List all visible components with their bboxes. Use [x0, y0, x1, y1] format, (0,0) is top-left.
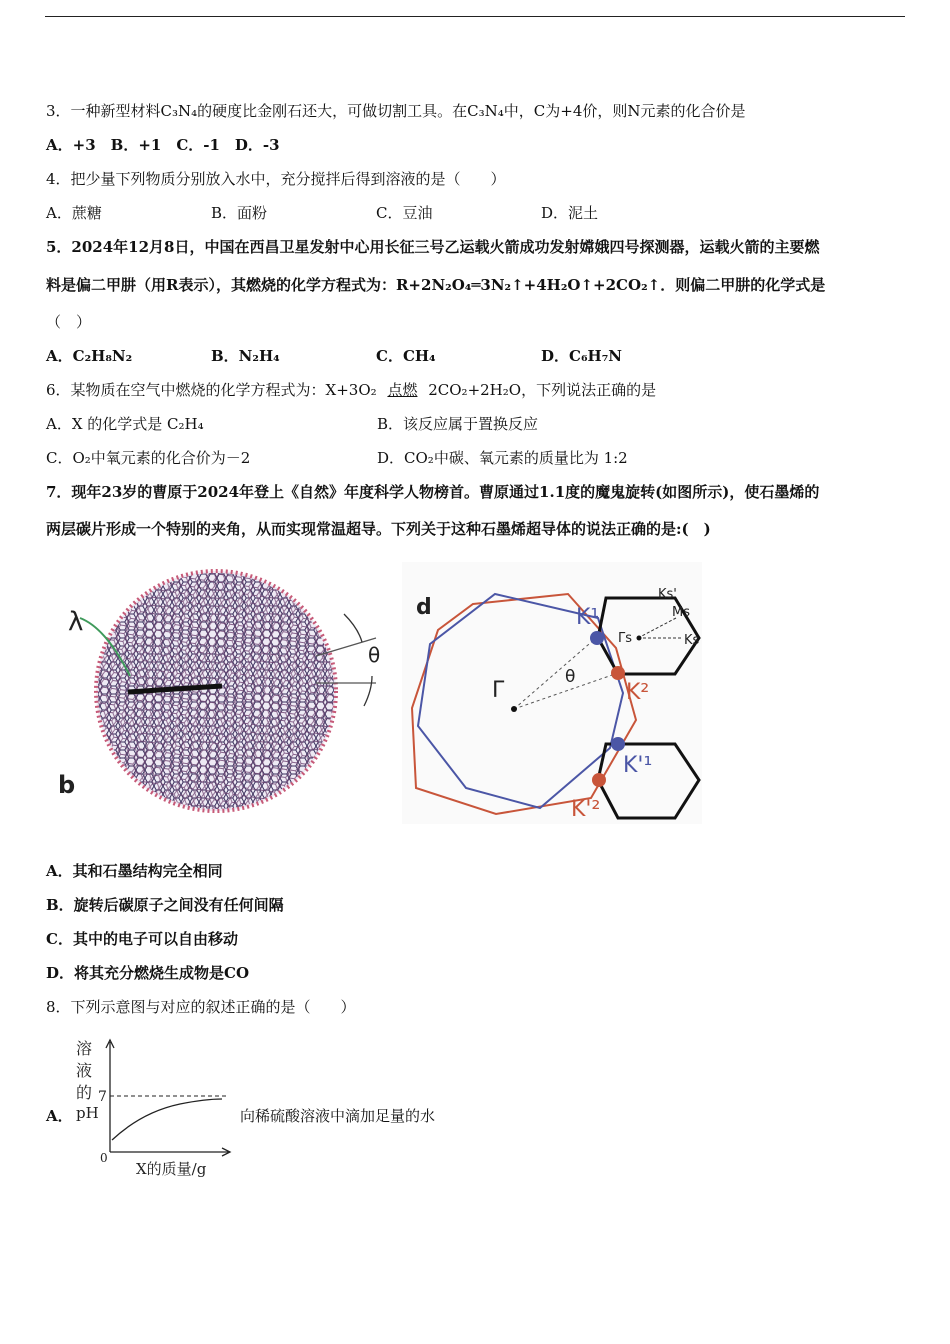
q8-option-a-text: 向稀硫酸溶液中滴加足量的水 [240, 1107, 436, 1125]
q6-option-a: A．X 的化学式是 C₂H₄ [46, 415, 204, 433]
graph-y-tick-7: 7 [98, 1089, 107, 1105]
gamma-s-label: Γs [618, 631, 633, 646]
lambda-label: λ [68, 607, 84, 637]
panel-d-label: d [416, 595, 432, 620]
theta-label-d: θ [565, 667, 576, 687]
q4-options [46, 203, 598, 223]
q5-line1: 5．2024年12月8日，中国在西昌卫星发射中心用长征三号乙运载火箭成功发射嫦娥四号探测器，运载火箭的主要燃 [46, 238, 820, 256]
q5-options [46, 346, 622, 366]
ks-label: Ks [684, 633, 700, 648]
q5-option-c: C．CH₄ [376, 347, 436, 365]
q3-stem: 3．一种新型材料C₃N₄的硬度比金刚石还大，可做切割工具。在C₃N₄中，C为+4价，则N元素的化合价是 [46, 102, 746, 120]
q6-stem [46, 380, 656, 400]
q7-figure [46, 558, 711, 833]
brillouin-zone-diagram [402, 562, 702, 824]
ph-curve [112, 1099, 222, 1140]
q4-option-a: A．蔗糖 [46, 204, 102, 222]
q6-options-row2 [46, 448, 628, 468]
graph-ylabel-1: 溶 [76, 1039, 93, 1058]
q3-options: A．+3 B．+1 C．-1 D．-3 [46, 136, 280, 154]
q7-line2: 两层碳片形成一个特别的夹角，从而实现常温超导。下列关于这种石墨烯超导体的说法正确的是:( ) [46, 520, 711, 538]
kp1-label: K'¹ [623, 753, 653, 778]
graph-xlabel: X的质量/g [136, 1160, 207, 1178]
header-rule [45, 16, 905, 17]
q6-option-c: C．O₂中氧元素的化合价为－2 [46, 449, 251, 467]
q4-option-d: D．泥土 [541, 204, 599, 222]
graph-ylabel-3: 的 [76, 1083, 93, 1102]
q6-option-b: B．该反应属于置换反应 [377, 415, 539, 433]
ms-label: Ms [672, 605, 690, 620]
k2-label: K² [626, 680, 650, 705]
q4-stem: 4．把少量下列物质分别放入水中，充分搅拌后得到溶液的是（ ） [46, 170, 506, 188]
q6-stem-post: 2CO₂+2H₂O，下列说法正确的是 [428, 381, 657, 399]
q7-line1: 7．现年23岁的曹原于2024年登上《自然》年度科学人物榜首。曹原通过1.1度的魔鬼旋转(如图所示)，使石墨烯的 [46, 483, 820, 501]
theta-label-b: θ [368, 643, 381, 667]
q5-option-d: D．C₆H₇N [541, 347, 622, 365]
q5-line2: 料是偏二甲肼（用R表示），其燃烧的化学方程式为：R+2N₂O₄═3N₂↑+4H₂O↑+2CO₂↑．则偏二甲肼的化学式是 [46, 276, 826, 294]
q4-option-c: C．豆油 [376, 204, 433, 222]
moire-lattice-image [80, 568, 376, 818]
graph-ylabel-2: 液 [76, 1061, 93, 1080]
gamma-label: Γ [492, 678, 505, 703]
graph-ylabel-4: pH [76, 1104, 99, 1122]
k1-label: K¹ [576, 605, 600, 630]
q5-option-b: B．N₂H₄ [211, 347, 280, 365]
q7-option-c: C．其中的电子可以自由移动 [46, 930, 238, 948]
q4-option-b: B．面粉 [211, 204, 268, 222]
q6-stem-pre: 6．某物质在空气中燃烧的化学方程式为：X+3O₂ [46, 381, 377, 399]
q7-option-d: D．将其充分燃烧生成物是CO [46, 964, 250, 982]
q5-line3: （ ） [46, 313, 92, 331]
q5-option-a: A．C₂H₈N₂ [46, 347, 133, 365]
q6-condition: 点燃 [387, 381, 418, 399]
panel-b-label: b [58, 771, 76, 799]
q8-stem: 8．下列示意图与对应的叙述正确的是（ ） [46, 998, 356, 1016]
q7-option-a: A．其和石墨结构完全相同 [46, 862, 223, 880]
q6-options-row1 [46, 414, 538, 434]
ks-prime-label: Ks' [658, 587, 677, 602]
q6-option-d: D．CO₂中碳、氧元素的质量比为 1:2 [377, 449, 628, 467]
graph-origin: 0 [100, 1151, 108, 1165]
q7-option-b: B．旋转后碳原子之间没有任何间隔 [46, 896, 284, 914]
q8-ph-graph [70, 1034, 240, 1184]
kp2-label: K'² [571, 797, 601, 822]
q8-option-a-label: A． [46, 1107, 73, 1125]
